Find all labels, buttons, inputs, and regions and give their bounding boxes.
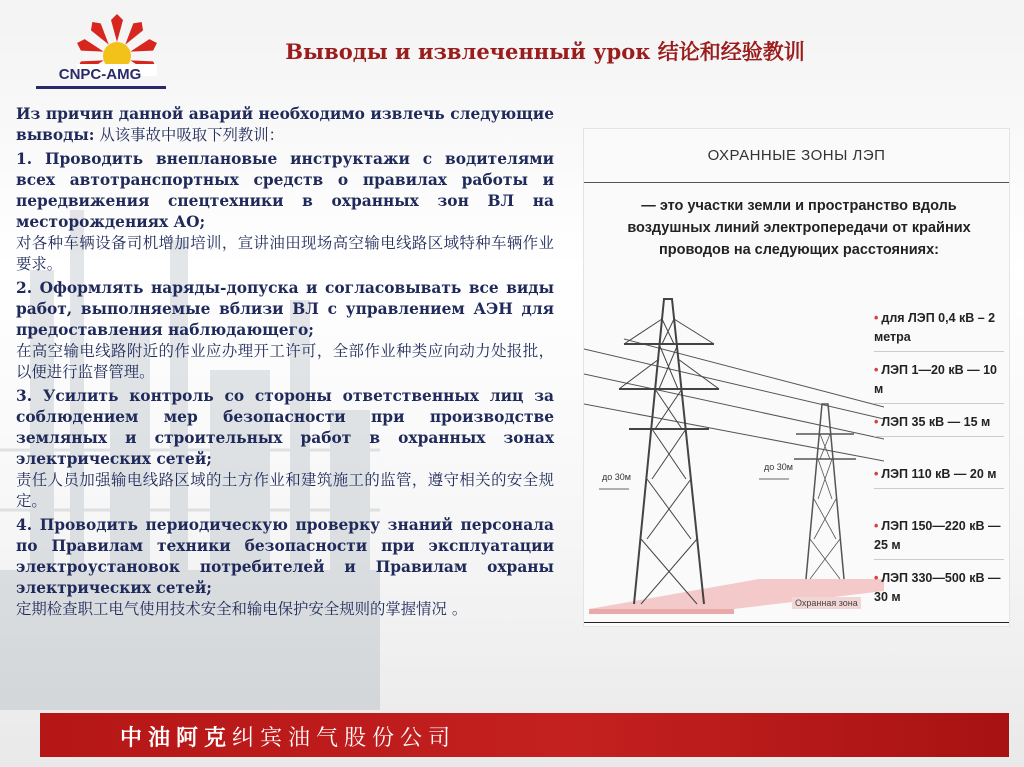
- item-3-ru: 3. Усилить контроль со стороны ответственных лиц за соблюдением мер безопасности при производстве земляных и строительных работ в охранных зонах электрических сетей;: [16, 387, 554, 468]
- item-1-zh: 对各种车辆设备司机增加培训，宣讲油田现场高空输电线路区域特种车辆作业要求。: [16, 234, 554, 273]
- bullet-icon: •: [874, 363, 879, 377]
- power-line-zones-figure: [583, 128, 1010, 627]
- logo-text: CNPC-AMG: [58, 66, 142, 83]
- figure-bottom-rule: [584, 622, 1009, 623]
- figure-subtitle: — это участки земли и пространство вдоль воздушных линий электропередачи от крайних проводов на следующих расстояниях:: [627, 198, 971, 258]
- logo-underline: [36, 86, 166, 89]
- item-4-zh: 定期检查职工电气使用技术安全和输电保护安全规则的掌握情况 。: [16, 600, 468, 618]
- figure-title-rule: [584, 182, 1009, 183]
- zone-item: • ЛЭП 110 кВ — 20 м: [874, 465, 1004, 489]
- zone-item: • ЛЭП 150—220 кВ — 25 м: [874, 517, 1004, 560]
- dimension-label-left: до 30м: [602, 472, 631, 482]
- item-4-ru: 4. Проводить периодическую проверку знаний персонала по Правилам техники безопасности при эксплуатации электроустановок потребителей и Правилам охраны электрических сетей;: [16, 516, 554, 597]
- power-towers-illustration: [584, 279, 884, 619]
- dimension-label-right: до 30м: [764, 462, 793, 472]
- bullet-icon: •: [874, 519, 879, 533]
- footer-company-rest: 纠宾油气股份公司: [232, 726, 457, 751]
- bullet-icon: •: [874, 415, 879, 429]
- small-tower-icon: [794, 404, 856, 579]
- zone-item: • для ЛЭП 0,4 кВ – 2 метра: [874, 309, 1004, 352]
- bullet-icon: •: [874, 311, 879, 325]
- intro-zh: 从该事故中吸取下列教训：: [99, 126, 285, 144]
- item-1-ru: 1. Проводить внеплановые инструктажи с водителями всех автотранспортных средств о правилах работы и передвижения спецтехники в охранных зон ВЛ на месторождениях АО;: [16, 150, 554, 231]
- footer-banner: [40, 713, 1009, 757]
- large-tower-icon: [619, 299, 719, 604]
- intro-paragraph: [16, 104, 554, 146]
- item-2-zh: 在高空输电线路附近的作业应办理开工许可，全部作业种类应向动力处报批，以便进行监督管理。: [16, 342, 554, 381]
- lessons-text-block: [16, 104, 554, 620]
- bullet-icon: •: [874, 467, 879, 481]
- zone-item: • ЛЭП 1—20 кВ — 10 м: [874, 361, 1004, 404]
- item-3-zh: 责任人员加强输电线路区域的土方作业和建筑施工的监管，遵守相关的安全规定。: [16, 471, 554, 510]
- figure-title: ОХРАННЫЕ ЗОНЫ ЛЭП: [707, 147, 886, 164]
- zone-item: • ЛЭП 35 кВ — 15 м: [874, 413, 1004, 437]
- bullet-icon: •: [874, 571, 879, 585]
- footer-company-bold: 中油阿克: [120, 726, 233, 751]
- page-title: Выводы и извлеченный урок 结论和经验教训: [285, 39, 805, 64]
- intro-ru: Из причин данной аварий необходимо извлечь следующие выводы:: [16, 105, 554, 144]
- zone-item: • ЛЭП 330—500 кВ — 30 м: [874, 571, 1001, 604]
- power-wires: [584, 339, 884, 461]
- protection-zone-caption: Охранная зона: [792, 597, 861, 609]
- item-2-ru: 2. Оформлять наряды-допуска и согласовывать все виды работ, выполняемые вблизи ВЛ с управлением АЭН для предоставления наблюдающего;: [16, 279, 554, 339]
- footer-company-name: [120, 721, 456, 752]
